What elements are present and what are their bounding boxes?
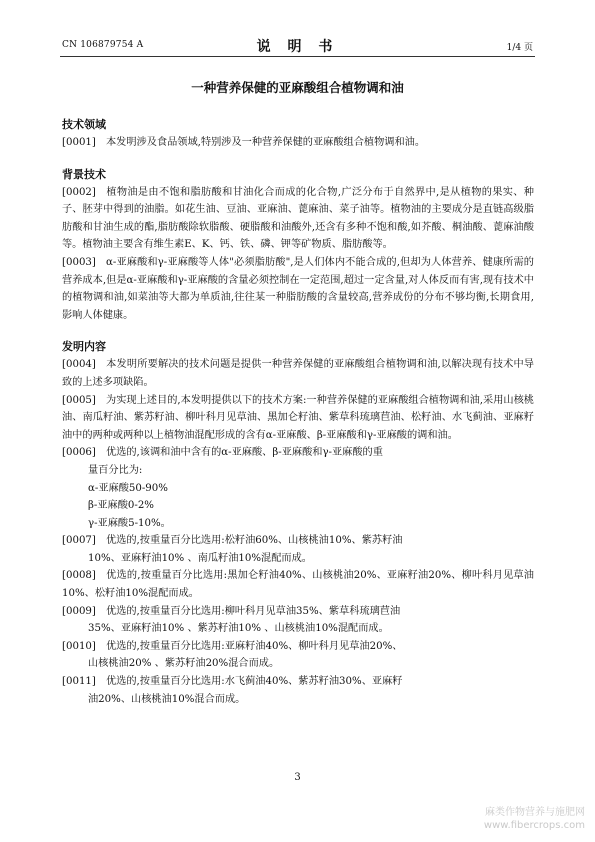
paragraph-tag: [0011] — [62, 676, 96, 688]
paragraph-0009 — [62, 603, 534, 621]
paragraph-text: 为实现上述目的,本发明提供以下的技术方案:一种营养保健的亚麻酸组合植物调和油,采用山核桃油、南瓜籽油、紫苏籽油、柳叶科月见草油、黑加仑籽油、紫草科琉璃苣油、松籽油、水飞蓟油、亚麻籽油中的两种或两种以上植物油混配形成的含有α-亚麻酸、β-亚麻酸和γ-亚麻酸的调和油。 — [62, 394, 534, 441]
header-divider — [60, 56, 535, 57]
page-indicator: 1/4 页 — [506, 43, 533, 53]
paragraph-tag: [0003] — [62, 256, 96, 268]
paragraph-text: 优选的,按重量百分比选用:柳叶科月见草油35%、紫草科琉璃苣油 — [106, 605, 401, 617]
page-header — [0, 36, 595, 56]
document-title: 一种营养保健的亚麻酸组合植物调和油 — [191, 80, 404, 95]
watermark-url: www.fibercrops.com — [483, 820, 585, 831]
page-number: 3 — [294, 772, 301, 783]
paragraph-0011 — [62, 673, 534, 691]
paragraph-0005 — [62, 392, 534, 445]
paragraph-text: 优选的,该调和油中含有的α-亚麻酸、β-亚麻酸和γ-亚麻酸的重 — [106, 447, 383, 459]
section-heading-background: 背景技术 — [62, 167, 106, 181]
paragraph-tag: [0004] — [62, 359, 96, 371]
paragraph-0006-line: 量百分比为: — [88, 464, 143, 476]
paragraph-0006 — [62, 444, 534, 462]
paragraph-text: 优选的,按重量百分比选用:松籽油60%、山核桃油10%、紫苏籽油 — [106, 535, 403, 547]
gamma-linolenic-range: γ-亚麻酸5-10%。 — [88, 517, 171, 529]
paragraph-0008 — [62, 567, 534, 602]
paragraph-0010 — [62, 638, 534, 656]
paragraph-0004 — [62, 356, 534, 391]
paragraph-text: 优选的,按重量百分比选用:黑加仑籽油40%、山核桃油20%、亚麻籽油20%、柳叶科月见草油10%、松籽油10%混配而成。 — [62, 570, 534, 600]
paragraph-tag: [0010] — [62, 640, 96, 652]
paragraph-tag: [0009] — [62, 605, 96, 617]
alpha-linolenic-range: α-亚麻酸50-90% — [88, 482, 168, 494]
section-heading-tech-field: 技术领域 — [62, 118, 106, 131]
paragraph-text: 本发明涉及食品领域,特别涉及一种营养保健的亚麻酸组合植物调和油。 — [106, 137, 426, 148]
watermark-line: 麻类作物营养与施肥网 — [485, 807, 585, 818]
paragraph-text: 植物油是由不饱和脂肪酸和甘油化合而成的化合物,广泛分布于自然界中,是从植物的果实、种子、胚芽中得到的油脂。如花生油、豆油、亚麻油、蓖麻油、菜子油等。植物油的主要成分是直链高级脂肪酸和甘油生成的酯,脂肪酸除软脂酸、硬脂酸和油酸外,还含有多种不饱和酸,如芥酸、桐油酸、蓖麻油酸等。植物油主要含有维生素E、K、钙、铁、磷、钾等矿物质、脂肪酸等。 — [62, 186, 534, 251]
paragraph-text: 优选的,按重量百分比选用:亚麻籽油40%、柳叶科月见草油20%、 — [106, 640, 403, 652]
paragraph-0007 — [62, 532, 534, 550]
paragraph-0007-line: 10%、亚麻籽油10% 、南瓜籽油10%混配而成。 — [88, 552, 312, 564]
patent-number: CN 106879754 A — [62, 40, 144, 50]
paragraph-tag: [0006] — [62, 447, 96, 459]
paragraph-0001 — [62, 134, 534, 152]
paragraph-tag: [0002] — [62, 186, 96, 198]
paragraph-0009-line: 35%、亚麻籽油10% 、紫苏籽油10% 、山核桃油10%混配而成。 — [88, 623, 389, 635]
watermark — [484, 806, 585, 832]
paragraph-tag: [0007] — [62, 535, 96, 547]
document-body — [62, 110, 534, 708]
header-title: 说 明 书 — [256, 39, 339, 55]
paragraph-0011-line: 油20%、山核桃油10%混合而成。 — [88, 693, 246, 705]
paragraph-tag: [0001] — [62, 137, 96, 148]
paragraph-tag: [0005] — [62, 394, 96, 406]
section-heading-invention: 发明内容 — [62, 340, 106, 354]
paragraph-0002 — [62, 184, 534, 254]
paragraph-0010-line: 山核桃油20% 、紫苏籽油20%混合而成。 — [88, 658, 280, 670]
paragraph-tag: [0008] — [62, 570, 96, 582]
paragraph-text: 本发明所要解决的技术问题是提供一种营养保健的亚麻酸组合植物调和油,以解决现有技术中导致的上述多项缺陷。 — [62, 359, 534, 388]
beta-linolenic-range: β-亚麻酸0-2% — [88, 500, 154, 512]
paragraph-0003 — [62, 254, 534, 324]
paragraph-text: α-亚麻酸和γ-亚麻酸等人体"必须脂肪酸",是人们体内不能合成的,但却为人体营养、健康所需的营养成本,但是α-亚麻酸和γ-亚麻酸的含量必须控制在一定范围,超过一定含量,对人体反而有害,现有技术中的植物调和油,如菜油等大都为单质油,往往某一种脂肪酸的含量较高,营养成份的分布不够均衡,长期食用,影响人体健康。 — [62, 256, 534, 321]
paragraph-text: 优选的,按重量百分比选用:水飞蓟油40%、紫苏籽油30%、亚麻籽 — [106, 676, 403, 688]
